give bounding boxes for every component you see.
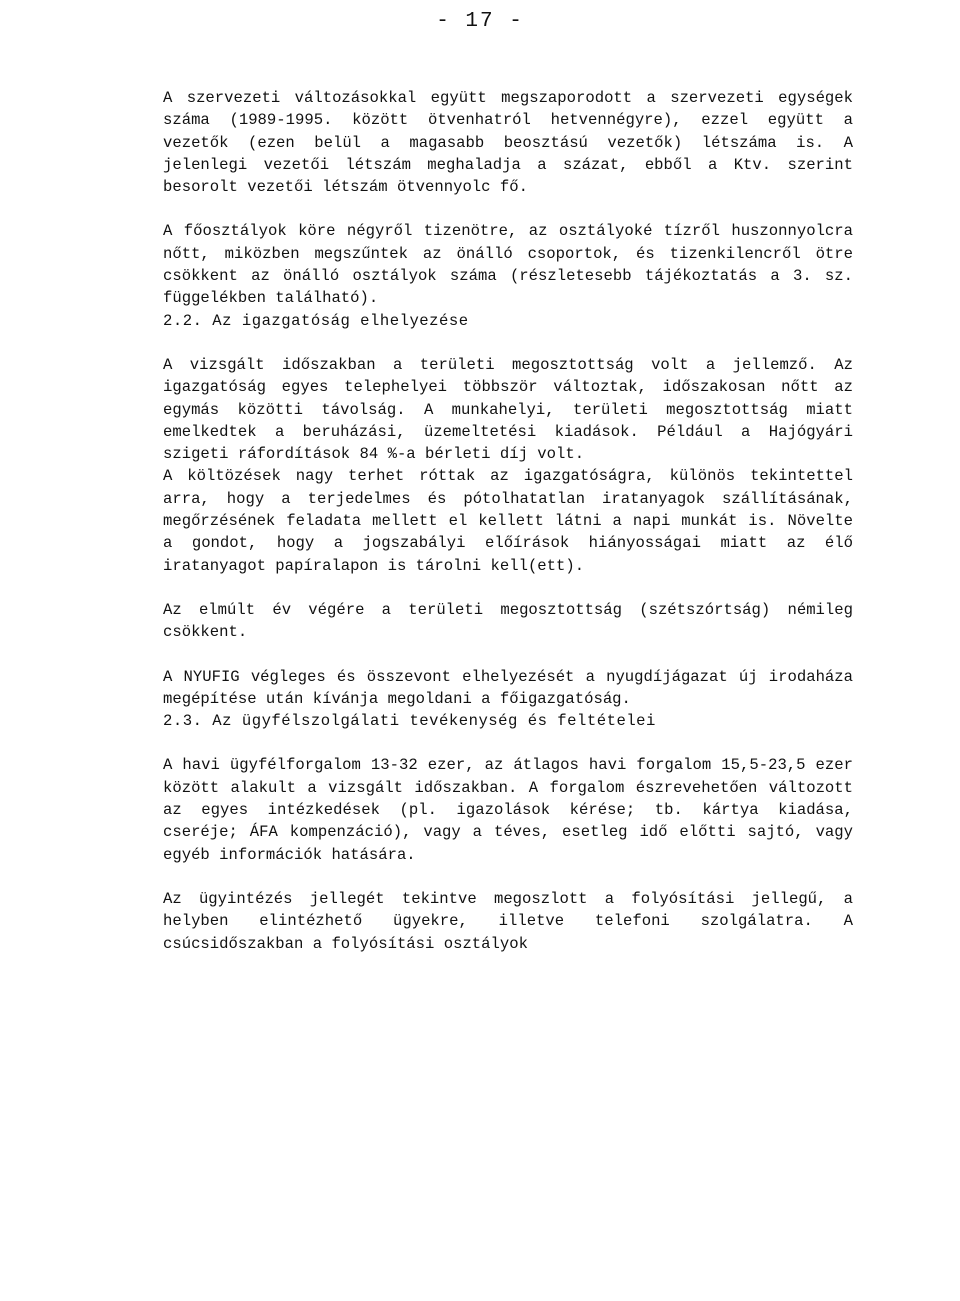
section-heading-2-3: 2.3. Az ügyfélszolgálati tevékenység és feltételei xyxy=(163,712,656,731)
paragraph-monthly-traffic: A havi ügyfélforgalom 13-32 ezer, az átlagos havi forgalom 15,5-23,5 ezer között alakult a vizsgált időszakban. A forgalom észrevehetően változott az egyes intézkedések (pl. igazolások kérése; tb. kártya kiadása, cseréje; ÁFA kompenzáció), vagy a téves, esetleg idő előtti sajtó, vagy egyéb információk hatására. xyxy=(163,756,853,864)
paragraph-department-counts: A főosztályok köre négyről tizenötre, az osztályoké tízről huszonnyolcra nőtt, miközben megszűntek az önálló csoportok, és tizenkilencről ötre csökkent az önálló osztályok száma (részletesebb tájékoztatás a 3. sz. függelékben található). xyxy=(163,222,853,308)
document-body xyxy=(163,87,853,955)
paragraph-relocations: A költözések nagy terhet róttak az igazgatóságra, különös tekintettel arra, hogy a terjedelmes és pótolhatatlan iratanyagok szállításának, megőrzésének feladata mellett el kellett látni a napi munkát is. Növelte a gondot, hogy a jogszabályi előírások hiányosságai miatt az élő iratanyagot papíralapon is tárolni kell(ett). xyxy=(163,467,853,575)
paragraph-case-handling: Az ügyintézés jellegét tekintve megoszlott a folyósítási jellegű, a helyben elintézhető ügyekre, illetve telefoni szolgálatra. A csúcsidőszakban a folyósítási osztályok xyxy=(163,889,853,953)
section-heading-2-2: 2.2. Az igazgatóság elhelyezése xyxy=(163,311,469,330)
paragraph-last-year: Az elmúlt év végére a területi megosztottság (szétszórtság) némileg csökkent. xyxy=(163,600,853,642)
paragraph-nyufig-placement: A NYUFIG végleges és összevont elhelyezését a nyugdíjágazat új irodaháza megépítése után kívánja megoldani a főigazgatóság. xyxy=(163,667,853,708)
paragraph-organizational-changes: A szervezeti változásokkal együtt megszaporodott a szervezeti egységek száma (1989-1995. között ötvenhatról hetvennégyre), ezzel együtt a vezetők (ezen belül a magasabb beosztású vezetők) létszáma is. A jelenlegi vezetői létszám meghaladja a százat, ebből a Ktv. szerint besorolt vezetői létszám ötvennyolc fő. xyxy=(163,89,853,197)
page-number: - 17 - xyxy=(436,10,524,33)
paragraph-territorial-division: A vizsgált időszakban a területi megosztottság volt a jellemző. Az igazgatóság egyes telephelyei többször változtak, időszakosan nőtt az egymás közötti távolság. A munkahelyi, területi megosztottság miatt emelkedtek a beruházási, üzemeltetési kiadások. Például a Hajógyári szigeti ráfordítások 84 %-a bérleti díj volt. xyxy=(163,355,853,464)
